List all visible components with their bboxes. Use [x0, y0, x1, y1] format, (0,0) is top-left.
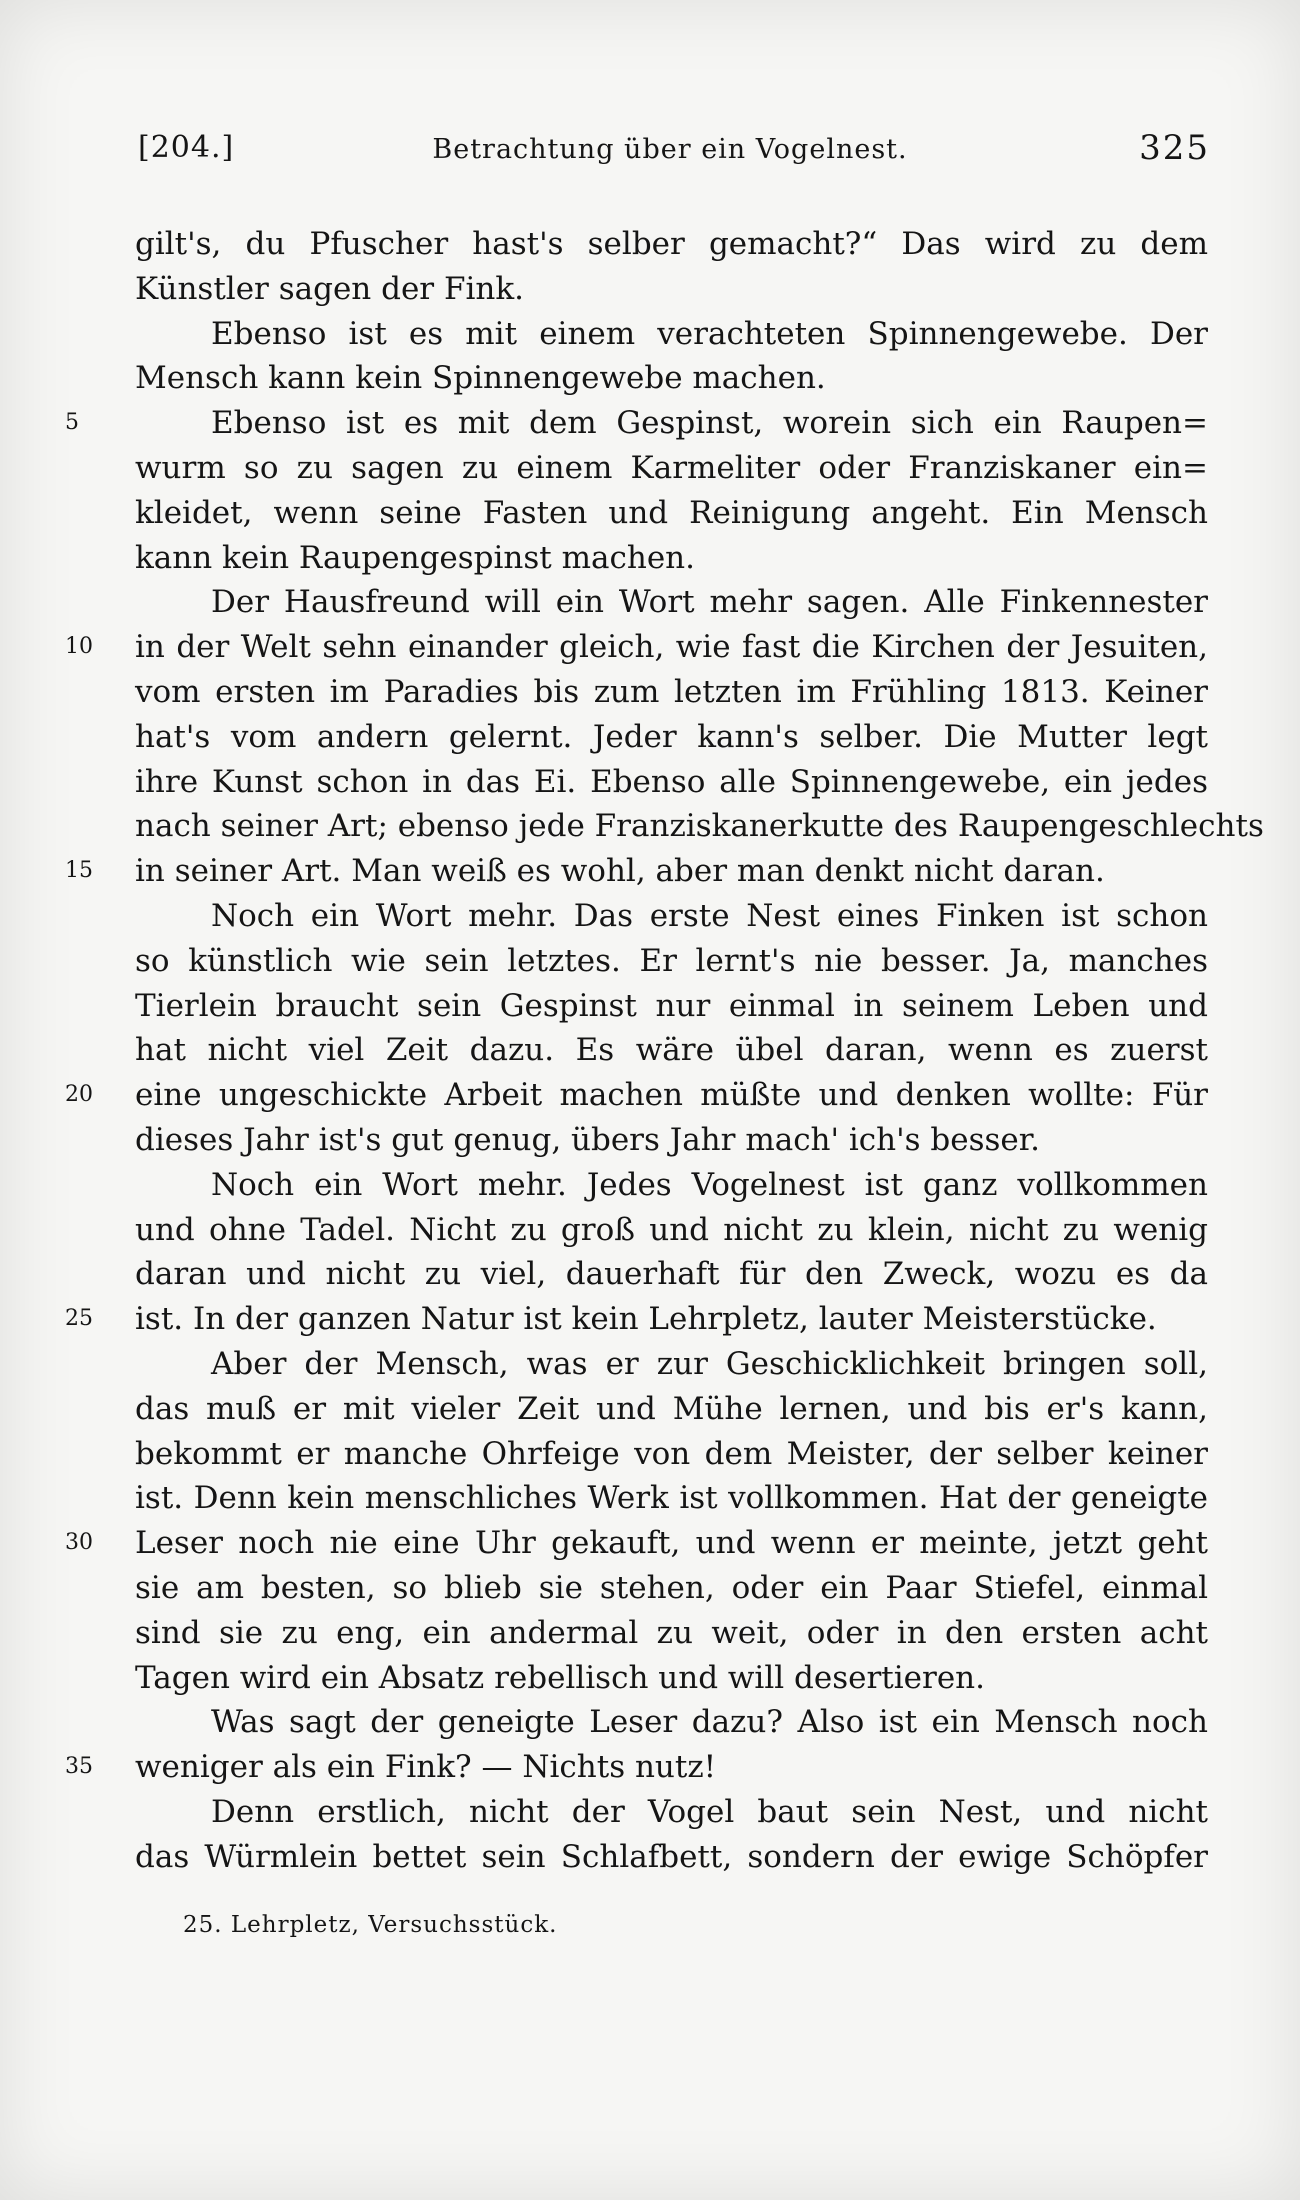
text-line — [135, 1790, 1208, 1835]
text-line — [65, 849, 1208, 894]
text-line — [135, 1342, 1208, 1387]
page-number: 325 — [1139, 128, 1210, 168]
line-number: 10 — [65, 634, 93, 660]
text-line — [135, 670, 1208, 715]
text-line — [135, 760, 1208, 805]
text-line — [135, 1028, 1208, 1073]
text-line — [65, 401, 1208, 446]
line-number: 15 — [65, 858, 93, 884]
line-text: vom ersten im Paradies bis zum letzten im Frühling 1813. Keiner — [135, 673, 1208, 710]
running-head — [130, 130, 1210, 180]
line-text: Was sagt der geneigte Leser dazu? Also ist ein Mensch noch — [211, 1704, 1208, 1741]
text-line — [65, 1521, 1208, 1566]
text-line — [135, 267, 1208, 312]
line-text: dieses Jahr ist's gut genug, übers Jahr mach' ich's besser. — [135, 1121, 1041, 1158]
line-text: Denn erstlich, nicht der Vogel baut sein Nest, und nicht — [211, 1793, 1208, 1830]
text-line — [65, 1745, 1208, 1790]
line-text: bekommt er manche Ohrfeige von dem Meister, der selber keiner — [135, 1435, 1208, 1472]
line-text: hat's vom andern gelernt. Jeder kann's selber. Die Mutter legt — [135, 718, 1208, 755]
text-line — [65, 1073, 1208, 1118]
line-text: Leser noch nie eine Uhr gekauft, und wenn er meinte, jetzt geht — [135, 1525, 1208, 1562]
line-text: ihre Kunst schon in das Ei. Ebenso alle Spinnengewebe, ein jedes — [135, 763, 1208, 800]
line-text: ist. Denn kein menschliches Werk ist vollkommen. Hat der geneigte — [135, 1480, 1208, 1517]
text-line — [135, 446, 1208, 491]
line-text: ist. In der ganzen Natur ist kein Lehrpletz, lauter Meisterstücke. — [135, 1301, 1157, 1338]
line-text: eine ungeschickte Arbeit machen müßte und denken wollte: Für — [135, 1077, 1208, 1114]
line-text: wurm so zu sagen zu einem Karmeliter oder Franziskaner ein= — [135, 449, 1208, 486]
line-text: Künstler sagen der Fink. — [135, 270, 524, 307]
body-text — [65, 222, 1264, 1879]
line-text: Aber der Mensch, was er zur Geschicklichkeit bringen soll, — [211, 1345, 1208, 1382]
text-line — [135, 804, 1264, 849]
line-number: 30 — [65, 1530, 93, 1556]
line-text: Ebenso ist es mit einem verachteten Spinnengewebe. Der — [211, 315, 1208, 352]
line-text: Der Hausfreund will ein Wort mehr sagen. Alle Finkennester — [211, 584, 1208, 621]
line-number: 35 — [65, 1754, 93, 1780]
line-text: in seiner Art. Man weiß es wohl, aber man denkt nicht daran. — [135, 853, 1105, 890]
line-text: so künstlich wie sein letztes. Er lernt's nie besser. Ja, manches — [135, 942, 1208, 979]
text-line — [135, 312, 1208, 357]
text-line — [135, 1476, 1208, 1521]
running-title: Betrachtung über ein Vogelnest. — [432, 134, 908, 165]
line-number: 25 — [65, 1306, 93, 1332]
line-text: in der Welt sehn einander gleich, wie fast die Kirchen der Jesuiten, — [135, 629, 1208, 666]
text-line — [135, 1252, 1208, 1297]
text-line — [135, 1700, 1208, 1745]
line-text: nach seiner Art; ebenso jede Franziskanerkutte des Raupengeschlechts — [135, 808, 1264, 845]
line-text: daran und nicht zu viel, dauerhaft für den Zweck, wozu es da — [135, 1256, 1208, 1293]
section-number: [204.] — [138, 130, 235, 165]
text-line — [135, 1611, 1208, 1656]
text-line — [135, 536, 1208, 581]
text-line — [135, 222, 1208, 267]
text-line — [135, 1566, 1208, 1611]
text-line — [135, 1835, 1208, 1880]
line-number: 5 — [65, 410, 79, 436]
line-text: kann kein Raupengespinst machen. — [135, 539, 695, 576]
text-line — [65, 625, 1208, 670]
line-text: Tagen wird ein Absatz rebellisch und will desertieren. — [135, 1659, 985, 1696]
text-line — [135, 1656, 1208, 1701]
line-text: sie am besten, so blieb sie stehen, oder ein Paar Stiefel, einmal — [135, 1569, 1208, 1606]
text-line — [135, 1432, 1208, 1477]
text-line — [135, 939, 1208, 984]
text-line — [135, 356, 1208, 401]
line-text: und ohne Tadel. Nicht zu groß und nicht zu klein, nicht zu wenig — [135, 1211, 1208, 1248]
text-line — [135, 1387, 1208, 1432]
text-line — [135, 491, 1208, 536]
line-text: Mensch kann kein Spinnengewebe machen. — [135, 360, 826, 397]
text-line — [135, 1118, 1208, 1163]
line-text: Tierlein braucht sein Gespinst nur einmal in seinem Leben und — [135, 987, 1208, 1024]
line-text: hat nicht viel Zeit dazu. Es wäre übel daran, wenn es zuerst — [135, 1032, 1208, 1069]
line-text: sind sie zu eng, ein andermal zu weit, oder in den ersten acht — [135, 1614, 1208, 1651]
line-text: gilt's, du Pfuscher hast's selber gemacht?“ Das wird zu dem — [135, 226, 1208, 262]
line-text: das muß er mit vieler Zeit und Mühe lernen, und bis er's kann, — [135, 1390, 1208, 1427]
text-line — [135, 894, 1208, 939]
line-text: Noch ein Wort mehr. Jedes Vogelnest ist ganz vollkommen — [211, 1166, 1208, 1203]
footnote: 25. Lehrpletz, Versuchsstück. — [183, 1912, 558, 1938]
text-line — [135, 1208, 1208, 1253]
line-number: 20 — [65, 1082, 93, 1108]
text-line — [135, 1163, 1208, 1208]
text-line — [135, 715, 1208, 760]
line-text: weniger als ein Fink? — Nichts nutz! — [135, 1749, 717, 1786]
line-text: das Würmlein bettet sein Schlafbett, sondern der ewige Schöpfer — [135, 1838, 1208, 1875]
line-text: Ebenso ist es mit dem Gespinst, worein sich ein Raupen= — [211, 405, 1208, 442]
text-line — [135, 984, 1208, 1029]
text-line — [65, 1297, 1208, 1342]
text-line — [135, 580, 1208, 625]
line-text: kleidet, wenn seine Fasten und Reinigung angeht. Ein Mensch — [135, 494, 1208, 531]
line-text: Noch ein Wort mehr. Das erste Nest eines Finken ist schon — [211, 897, 1208, 934]
